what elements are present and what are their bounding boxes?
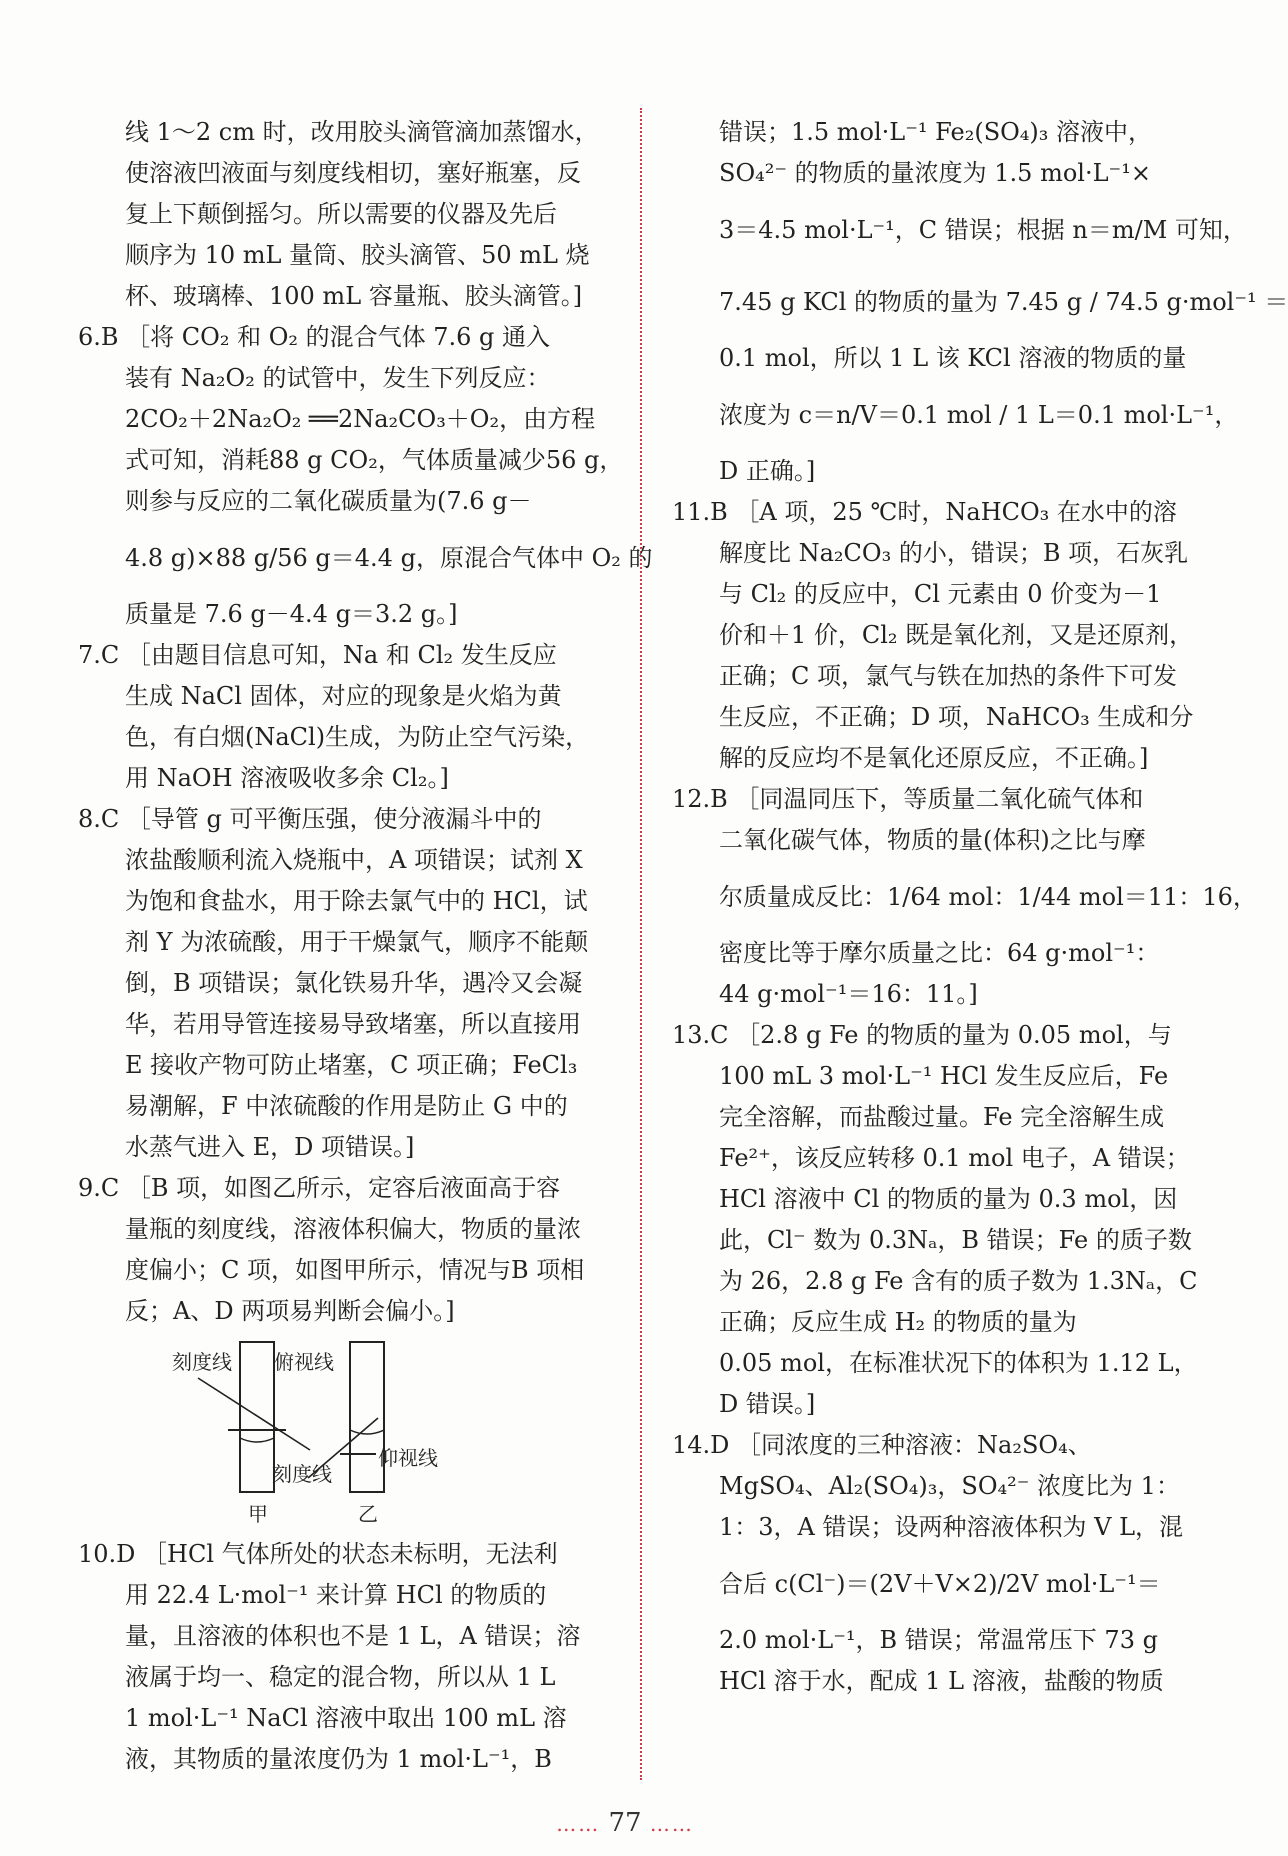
text-line: 色，有白烟(NaCl)生成，为防止空气污染， — [125, 723, 590, 751]
text-line: 质量是 7.6 g－4.4 g＝3.2 g。] — [125, 600, 458, 628]
text-line: MgSO₄、Al₂(SO₄)₃，SO₄²⁻ 浓度比为 1： — [719, 1472, 1180, 1500]
text-line: 度偏小；C 项，如图甲所示，情况与B 项相 — [125, 1256, 585, 1284]
text-line: 为饱和食盐水，用于除去氯气中的 HCl，试 — [125, 887, 588, 915]
text-line: 式可知，消耗88 g CO₂，气体质量减少56 g， — [125, 446, 624, 474]
text-line: 与 Cl₂ 的反应中，Cl 元素由 0 价变为－1 — [719, 580, 1162, 608]
text-line: 3＝4.5 mol·L⁻¹，C 错误；根据 n＝m/M 可知， — [719, 216, 1247, 244]
text-line: 水蒸气进入 E，D 项错误。] — [125, 1133, 415, 1161]
text-line: 7.45 g KCl 的物质的量为 7.45 g / 74.5 g·mol⁻¹ ＝ — [719, 288, 1288, 316]
text-line: 密度比等于摩尔质量之比：64 g·mol⁻¹： — [719, 939, 1160, 967]
text-line: 华，若用导管连接易导致堵塞，所以直接用 — [125, 1010, 581, 1038]
text-line: 浓盐酸顺利流入烧瓶中，A 项错误；试剂 X — [125, 846, 583, 874]
text-line: 13.C ［2.8 g Fe 的物质的量为 0.05 mol，与 — [672, 1021, 1172, 1049]
text-line: 11.B ［A 项，25 ℃时，NaHCO₃ 在水中的溶 — [672, 498, 1177, 526]
text-line: 线 1～2 cm 时，改用胶头滴管滴加蒸馏水， — [125, 118, 599, 146]
text-line: 装有 Na₂O₂ 的试管中，发生下列反应： — [125, 364, 551, 392]
caption-jia: 甲 — [248, 1502, 268, 1526]
text-line: 2.0 mol·L⁻¹，B 错误；常温常压下 73 g — [719, 1626, 1158, 1654]
text-line: D 错误。] — [719, 1390, 816, 1418]
text-line: 正确；C 项，氯气与铁在加热的条件下可发 — [719, 662, 1177, 690]
text-line: 价和＋1 价，Cl₂ 既是氧化剂，又是还原剂， — [719, 621, 1194, 649]
text-line: HCl 溶于水，配成 1 L 溶液，盐酸的物质 — [719, 1667, 1164, 1695]
text-line: 正确；反应生成 H₂ 的物质的量为 — [719, 1308, 1077, 1336]
text-line: Fe²⁺，该反应转移 0.1 mol 电子，A 错误； — [719, 1144, 1190, 1172]
page-number: 77 — [608, 1808, 642, 1838]
text-line: 用 22.4 L·mol⁻¹ 来计算 HCl 的物质的 — [125, 1581, 547, 1609]
text-line: 反；A、D 两项易判断会偏小。] — [125, 1297, 455, 1325]
text-line: 解的反应均不是氧化还原反应，不正确。] — [719, 744, 1149, 772]
text-line: 0.05 mol，在标准状况下的体积为 1.12 L， — [719, 1349, 1198, 1377]
volumetric-flask-figure — [78, 1338, 618, 1528]
text-line: 生成 NaCl 固体，对应的现象是火焰为黄 — [125, 682, 562, 710]
text-line: 量瓶的刻度线，溶液体积偏大，物质的量浓 — [125, 1215, 581, 1243]
text-line: 1：3，A 错误；设两种溶液体积为 V L，混 — [719, 1513, 1184, 1541]
text-line: 尔质量成反比：1/64 mol：1/44 mol＝11：16， — [719, 883, 1257, 911]
text-line: 为 26，2.8 g Fe 含有的质子数为 1.3Nₐ，C — [719, 1267, 1198, 1295]
text-line: 错误；1.5 mol·L⁻¹ Fe₂(SO₄)₃ 溶液中， — [719, 118, 1153, 146]
look-down-line — [198, 1378, 310, 1450]
text-line: 生反应，不正确；D 项，NaHCO₃ 生成和分 — [719, 703, 1194, 731]
text-line: 杯、玻璃棒、100 mL 容量瓶、胶头滴管。] — [125, 282, 583, 310]
text-line: 6.B ［将 CO₂ 和 O₂ 的混合气体 7.6 g 通入 — [78, 323, 551, 351]
text-line: 100 mL 3 mol·L⁻¹ HCl 发生反应后，Fe — [719, 1062, 1169, 1090]
text-line: 量，且溶液的体积也不是 1 L，A 错误；溶 — [125, 1622, 581, 1650]
label-look-down-line: 俯视线 — [274, 1350, 334, 1374]
text-line: 倒，B 项错误；氯化铁易升华，遇冷又会凝 — [125, 969, 583, 997]
text-line: 则参与反应的二氧化碳质量为(7.6 g－ — [125, 487, 532, 515]
label-scale-line-b: 刻度线 — [272, 1462, 332, 1486]
text-line: 浓度为 c＝n/V＝0.1 mol / 1 L＝0.1 mol·L⁻¹， — [719, 401, 1239, 429]
flask-a-neck — [240, 1342, 274, 1492]
text-line: D 正确。] — [719, 457, 816, 485]
text-line: 0.1 mol，所以 1 L 该 KCl 溶液的物质的量 — [719, 344, 1187, 372]
text-line: 复上下颠倒摇匀。所以需要的仪器及先后 — [125, 200, 557, 228]
text-line: 完全溶解，而盐酸过量。Fe 完全溶解生成 — [719, 1103, 1165, 1131]
text-line: 用 NaOH 溶液吸收多余 Cl₂。] — [125, 764, 449, 792]
text-line: 12.B ［同温同压下，等质量二氧化硫气体和 — [672, 785, 1144, 813]
text-line: 解度比 Na₂CO₃ 的小，错误；B 项，石灰乳 — [719, 539, 1189, 567]
caption-yi: 乙 — [358, 1502, 378, 1526]
left-column — [78, 112, 653, 1780]
left-text-block — [78, 112, 653, 1332]
text-line: 8.C ［导管 g 可平衡压强，使分液漏斗中的 — [78, 805, 542, 833]
meniscus-b — [350, 1430, 384, 1434]
text-line: 液属于均一、稳定的混合物，所以从 1 L — [125, 1663, 556, 1691]
column-divider — [640, 108, 642, 1780]
left-text-block-2 — [78, 1534, 618, 1780]
text-line: 1 mol·L⁻¹ NaCl 溶液中取出 100 mL 溶 — [125, 1704, 567, 1732]
text-line: 使溶液凹液面与刻度线相切，塞好瓶塞，反 — [125, 159, 581, 187]
right-column — [672, 112, 1288, 1702]
page-dots-right: …… — [649, 1812, 694, 1836]
meniscus-a — [240, 1438, 274, 1442]
text-line: 二氧化碳气体，物质的量(体积)之比与摩 — [719, 826, 1146, 854]
page-dots-left: …… — [556, 1812, 601, 1836]
text-line: 14.D ［同浓度的三种溶液：Na₂SO₄、 — [672, 1431, 1092, 1459]
label-scale-line-a: 刻度线 — [172, 1350, 232, 1374]
text-line: 7.C ［由题目信息可知，Na 和 Cl₂ 发生反应 — [78, 641, 557, 669]
text-line: 44 g·mol⁻¹＝16：11。] — [719, 980, 978, 1008]
text-line: 2CO₂＋2Na₂O₂ ══2Na₂CO₃＋O₂，由方程 — [125, 405, 596, 433]
text-line: 10.D ［HCl 气体所处的状态未标明，无法利 — [78, 1540, 558, 1568]
page-number-footer — [0, 1808, 1250, 1838]
text-line: HCl 溶液中 Cl 的物质的量为 0.3 mol，因 — [719, 1185, 1178, 1213]
text-line: 顺序为 10 mL 量筒、胶头滴管、50 mL 烧 — [125, 241, 590, 269]
text-line: 合后 c(Cl⁻)＝(2V＋V×2)/2V mol·L⁻¹＝ — [719, 1570, 1161, 1598]
text-line: 易潮解，F 中浓硫酸的作用是防止 G 中的 — [125, 1092, 568, 1120]
label-look-up-line: 仰视线 — [378, 1446, 438, 1470]
text-line: E 接收产物可防止堵塞，C 项正确；FeCl₃ — [125, 1051, 578, 1079]
text-line: 4.8 g)×88 g/56 g＝4.4 g，原混合气体中 O₂ 的 — [125, 544, 653, 572]
text-line: 液，其物质的量浓度仍为 1 mol·L⁻¹，B — [125, 1745, 552, 1773]
text-line: 9.C ［B 项，如图乙所示，定容后液面高于容 — [78, 1174, 561, 1202]
text-line: SO₄²⁻ 的物质的量浓度为 1.5 mol·L⁻¹× — [719, 159, 1151, 187]
text-line: 此，Cl⁻ 数为 0.3Nₐ，B 错误；Fe 的质子数 — [719, 1226, 1192, 1254]
text-line: 剂 Y 为浓硫酸，用于干燥氯气，顺序不能颠 — [125, 928, 589, 956]
